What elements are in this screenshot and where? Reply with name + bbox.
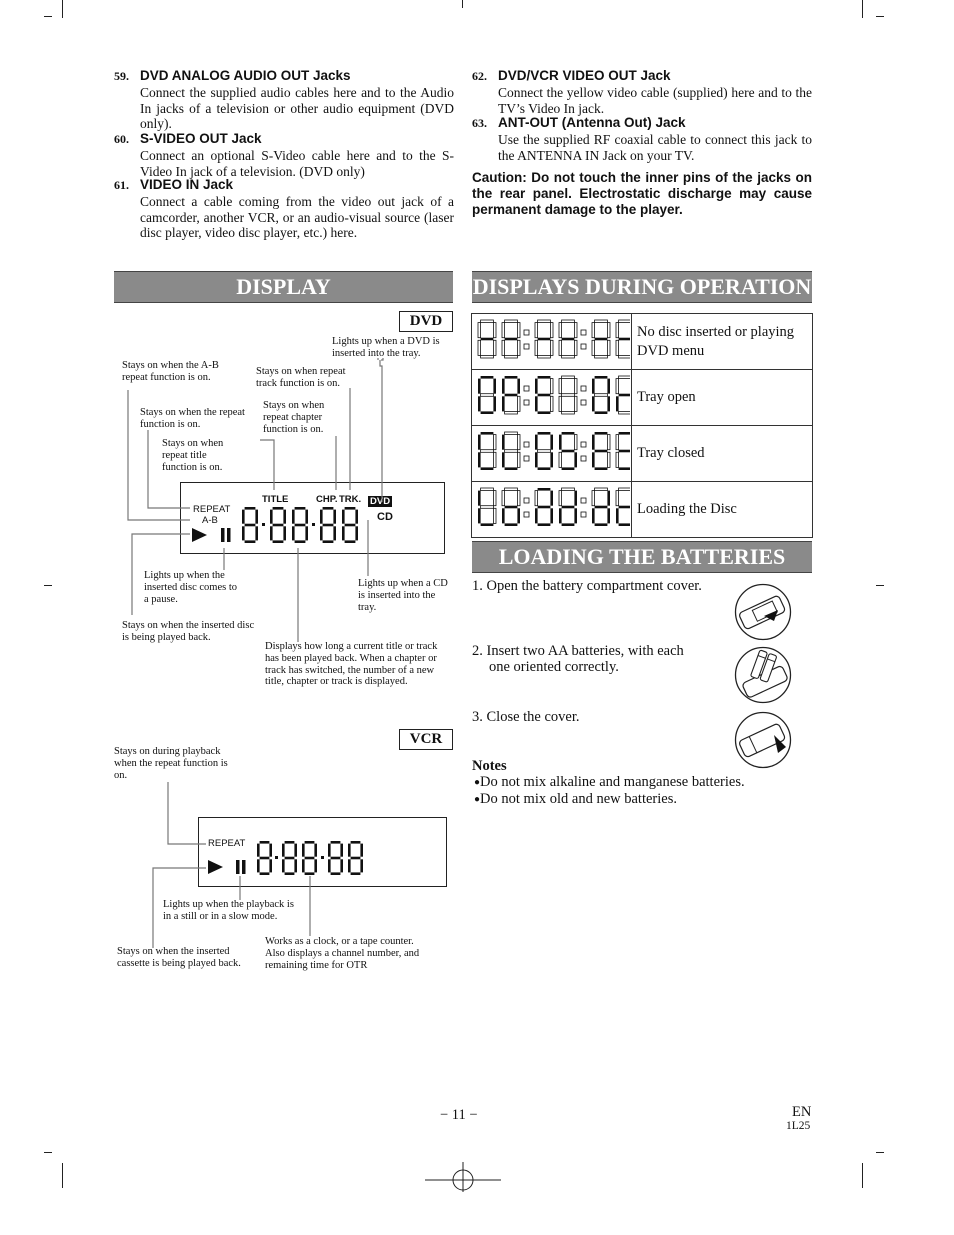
digit-segment xyxy=(538,432,551,435)
digit-segment xyxy=(562,432,575,435)
remote-battery-cover-icon xyxy=(734,583,792,641)
digit-segment xyxy=(505,394,518,397)
digit-segment xyxy=(538,450,551,453)
battery-insert-icon xyxy=(734,646,792,704)
operation-row xyxy=(472,482,813,538)
digit-segment xyxy=(562,523,575,526)
colon-dot xyxy=(581,386,586,391)
digit-segment xyxy=(595,488,608,491)
digit-segment xyxy=(538,411,551,414)
digit-segment xyxy=(478,435,481,450)
item-body: Connect a cable coming from the video out jack of a camcorder, another VCR, or an audio-visual source (laser disc player, video disc player, etc.) here. xyxy=(140,194,454,240)
digit-segment xyxy=(562,376,575,379)
note-vcr-played-back: Stays on when the inserted cassette is being played back. xyxy=(117,946,241,969)
note-repeat-chapter: Stays on when repeat chapter function is on. xyxy=(263,400,325,435)
digit-segment xyxy=(562,488,575,491)
digit-segment xyxy=(535,508,538,523)
digit-segment xyxy=(559,379,562,394)
digit-segment xyxy=(619,450,630,453)
digit-segment xyxy=(481,450,494,453)
digit-segment xyxy=(595,467,608,470)
digit-segment xyxy=(550,396,553,411)
digit-segment xyxy=(481,355,494,358)
digit-segment xyxy=(619,320,630,323)
item-number: 61. xyxy=(114,178,129,192)
digit-segment xyxy=(493,508,496,523)
digit-segment xyxy=(619,355,630,358)
notes-heading: Notes xyxy=(472,758,507,774)
digit-segment xyxy=(505,488,518,491)
display-heading: DISPLAY xyxy=(114,271,453,303)
colon-dot xyxy=(581,400,586,405)
note-vcr-clock: Works as a clock, or a tape counter. Also displays a channel number, and remaining time for OTR xyxy=(265,936,420,971)
lcd-cd-indicator: CD xyxy=(377,511,393,523)
digit-segment xyxy=(478,396,481,411)
digit-segment xyxy=(505,355,518,358)
digit-segment xyxy=(607,435,610,450)
colon-dot xyxy=(524,386,529,391)
battery-step-2: 2. Insert two AA batteries, with each one oriented correctly. xyxy=(472,643,684,675)
digit-segment xyxy=(517,435,520,450)
digit-segment xyxy=(478,340,481,355)
digit-segment xyxy=(595,506,608,509)
item-title: S-VIDEO OUT Jack xyxy=(140,131,262,146)
lcd-pattern-tray-open xyxy=(472,370,630,420)
digit-segment xyxy=(562,467,575,470)
digit-segment xyxy=(574,396,577,411)
digit-segment xyxy=(595,320,608,323)
digit-segment xyxy=(481,432,494,435)
digit-segment xyxy=(559,435,562,450)
colon-dot xyxy=(524,512,529,517)
digit-segment xyxy=(538,523,551,526)
operations-table xyxy=(471,313,813,538)
digit-segment xyxy=(517,508,520,523)
digit-segment xyxy=(493,396,496,411)
digit-segment xyxy=(502,452,505,467)
digit-segment xyxy=(607,323,610,338)
digit-segment xyxy=(538,506,551,509)
colon-dot xyxy=(524,442,529,447)
lcd-trk-indicator: TRK. xyxy=(339,494,362,505)
digit-segment xyxy=(619,394,630,397)
digit-segment xyxy=(505,450,518,453)
operation-label: Tray open xyxy=(632,370,813,426)
digit-segment xyxy=(607,508,610,523)
digit-segment xyxy=(502,508,505,523)
item-body: Connect the yellow video cable (supplied) here and to the TV’s Video In jack. xyxy=(498,85,812,116)
digit-segment xyxy=(562,411,575,414)
battery-step-3: 3. Close the cover. xyxy=(472,709,580,725)
digit-segment xyxy=(616,379,619,394)
digit-segment xyxy=(502,435,505,450)
digit-segment xyxy=(538,376,551,379)
digit-segment xyxy=(493,452,496,467)
colon-dot xyxy=(524,456,529,461)
digit-segment xyxy=(502,396,505,411)
digit-segment xyxy=(619,467,630,470)
item-body: Use the supplied RF coaxial cable to connect this jack to the ANTENNA IN Jack on your TV. xyxy=(498,132,812,163)
item-body: Connect an optional S-Video cable here and to the S-Video In jack of a television. (DVD only) xyxy=(140,148,454,179)
digit-segment xyxy=(616,452,619,467)
digit-segment xyxy=(535,452,538,467)
digit-segment xyxy=(616,340,619,355)
digit-segment xyxy=(595,338,608,341)
item-62 xyxy=(472,67,812,116)
operation-label: Tray closed xyxy=(632,426,813,482)
digit-segment xyxy=(550,491,553,506)
digit-segment xyxy=(505,467,518,470)
digit-segment xyxy=(505,432,518,435)
digit-segment xyxy=(478,491,481,506)
digit-segment xyxy=(535,323,538,338)
colon-dot xyxy=(581,498,586,503)
digit-segment xyxy=(502,323,505,338)
item-number: 63. xyxy=(472,116,487,130)
digit-segment xyxy=(517,452,520,467)
digit-segment xyxy=(481,338,494,341)
digit-segment xyxy=(493,379,496,394)
digit-segment xyxy=(481,376,494,379)
lcd-pattern-tray-closed xyxy=(472,426,630,476)
digit-segment xyxy=(538,355,551,358)
colon-dot xyxy=(524,498,529,503)
digit-segment xyxy=(574,435,577,450)
digit-segment xyxy=(535,435,538,450)
page-number: − 11 − xyxy=(440,1107,478,1123)
digit-segment xyxy=(535,491,538,506)
digit-segment xyxy=(592,379,595,394)
digit-segment xyxy=(562,506,575,509)
digit-segment xyxy=(595,523,608,526)
digit-segment xyxy=(538,338,551,341)
operation-row xyxy=(472,426,813,482)
digit-segment xyxy=(517,379,520,394)
digit-segment xyxy=(574,340,577,355)
digit-segment xyxy=(502,340,505,355)
digit-segment xyxy=(595,450,608,453)
note-ab-repeat: Stays on when the A-B repeat function is on. xyxy=(122,360,219,383)
digit-segment xyxy=(535,379,538,394)
item-number: 62. xyxy=(472,69,487,83)
digit-segment xyxy=(595,376,608,379)
digit-segment xyxy=(559,508,562,523)
digit-segment xyxy=(538,394,551,397)
lcd-chp-indicator: CHP. xyxy=(316,494,338,505)
digit-segment xyxy=(535,340,538,355)
digit-segment xyxy=(592,340,595,355)
digit-segment xyxy=(592,396,595,411)
note-vcr-repeat: Stays on during playback when the repeat function is on. xyxy=(114,746,228,781)
lcd-pattern-loading xyxy=(472,482,630,532)
model-code: 1L25 xyxy=(786,1120,811,1132)
digit-segment xyxy=(595,432,608,435)
battery-step-1: 1. Open the battery compartment cover. xyxy=(472,578,702,594)
note-repeat-title: Stays on when repeat title function is on. xyxy=(162,438,224,473)
digit-segment xyxy=(505,320,518,323)
digit-segment xyxy=(481,488,494,491)
note-repeat-track: Stays on when repeat track function is on. xyxy=(256,366,346,389)
digit-segment xyxy=(493,435,496,450)
digit-segment xyxy=(493,340,496,355)
digit-segment xyxy=(481,411,494,414)
operation-label: No disc inserted or playing DVD menu xyxy=(632,314,813,370)
lcd-pattern-no-disc xyxy=(472,314,630,364)
digit-segment xyxy=(595,394,608,397)
digit-segment xyxy=(559,396,562,411)
digit-segment xyxy=(505,506,518,509)
digit-segment xyxy=(481,467,494,470)
digit-segment xyxy=(559,491,562,506)
digit-segment xyxy=(619,432,630,435)
digit-segment xyxy=(616,508,619,523)
lcd-ab-label: A-B xyxy=(202,515,218,526)
colon-dot xyxy=(524,330,529,335)
digit-segment xyxy=(550,435,553,450)
digit-segment xyxy=(550,508,553,523)
digit-segment xyxy=(592,323,595,338)
vcr-tag: VCR xyxy=(399,729,453,750)
digit-segment xyxy=(619,338,630,341)
item-title: DVD/VCR VIDEO OUT Jack xyxy=(498,68,671,83)
lcd-title-indicator: TITLE xyxy=(262,494,289,505)
note-played-back: Stays on when the inserted disc is being played back. xyxy=(122,620,255,643)
digit-segment xyxy=(574,452,577,467)
digit-segment xyxy=(505,338,518,341)
digit-segment xyxy=(595,411,608,414)
digit-segment xyxy=(607,491,610,506)
digit-segment xyxy=(574,508,577,523)
digit-segment xyxy=(550,323,553,338)
item-number: 59. xyxy=(114,69,129,83)
digit-segment xyxy=(502,379,505,394)
note-lights-dvd: Lights up when a DVD is inserted into the tray. xyxy=(332,336,440,359)
digit-segment xyxy=(616,435,619,450)
digit-segment xyxy=(574,323,577,338)
digit-segment xyxy=(550,340,553,355)
digit-segment xyxy=(619,376,630,379)
digit-segment xyxy=(538,488,551,491)
list-item: ●Do not mix alkaline and manganese batteries. xyxy=(474,774,745,790)
colon-dot xyxy=(581,344,586,349)
digit-segment xyxy=(559,452,562,467)
digit-segment xyxy=(481,320,494,323)
digit-segment xyxy=(481,394,494,397)
language-code: EN xyxy=(792,1104,812,1120)
digit-segment xyxy=(607,396,610,411)
digit-segment xyxy=(619,506,630,509)
digit-segment xyxy=(550,452,553,467)
digit-segment xyxy=(592,508,595,523)
caution-text: Caution: Do not touch the inner pins of the jacks on the rear panel. Electrostatic discharge may cause permanent damage to the player. xyxy=(472,170,812,217)
digit-segment xyxy=(505,376,518,379)
colon-dot xyxy=(581,330,586,335)
item-title: VIDEO IN Jack xyxy=(140,177,234,192)
digit-segment xyxy=(505,411,518,414)
digit-segment xyxy=(535,396,538,411)
registration-mark xyxy=(425,1162,501,1192)
digit-segment xyxy=(538,320,551,323)
digit-segment xyxy=(562,450,575,453)
digit-segment xyxy=(607,340,610,355)
digit-segment xyxy=(607,379,610,394)
digit-segment xyxy=(592,491,595,506)
item-59 xyxy=(114,67,454,132)
digit-segment xyxy=(478,452,481,467)
digit-segment xyxy=(619,411,630,414)
note-repeat-function: Stays on when the repeat function is on. xyxy=(140,407,245,430)
item-number: 60. xyxy=(114,132,129,146)
digit-segment xyxy=(616,491,619,506)
dvd-tag: DVD xyxy=(399,311,453,332)
digit-segment xyxy=(481,506,494,509)
digit-segment xyxy=(562,338,575,341)
colon-dot xyxy=(581,442,586,447)
lcd-repeat-label: REPEAT xyxy=(193,504,231,515)
digit-segment xyxy=(478,379,481,394)
digit-segment xyxy=(562,394,575,397)
digit-segment xyxy=(619,488,630,491)
digit-segment xyxy=(592,435,595,450)
digit-segment xyxy=(574,491,577,506)
vcr-lcd-repeat-indicator: REPEAT xyxy=(208,838,246,849)
note-lights-cd: Lights up when a CD is inserted into the tray. xyxy=(358,578,448,613)
digit-segment xyxy=(574,379,577,394)
digit-segment xyxy=(607,452,610,467)
digit-segment xyxy=(517,340,520,355)
digit-segment xyxy=(616,323,619,338)
item-title: DVD ANALOG AUDIO OUT Jacks xyxy=(140,68,351,83)
note-time: Displays how long a current title or track has been played back. When a chapter or track has switched, the number of a new title, chapter or track is displayed. xyxy=(265,641,438,688)
digit-segment xyxy=(517,491,520,506)
item-body: Connect the supplied audio cables here and to the Audio In jacks of a television or other audio equipment (DVD only). xyxy=(140,85,454,131)
digit-segment xyxy=(517,323,520,338)
digit-segment xyxy=(550,379,553,394)
remote-close-cover-icon xyxy=(734,711,792,769)
colon-dot xyxy=(581,456,586,461)
colon-dot xyxy=(524,400,529,405)
digit-segment xyxy=(502,491,505,506)
digit-segment xyxy=(493,323,496,338)
digit-segment xyxy=(478,508,481,523)
note-vcr-still: Lights up when the playback is in a still or in a slow mode. xyxy=(163,899,294,922)
lcd-dvd-indicator: DVD xyxy=(370,496,391,507)
loading-batteries-heading: LOADING THE BATTERIES xyxy=(472,541,812,573)
digit-segment xyxy=(559,340,562,355)
notes-list xyxy=(474,774,745,808)
colon-dot xyxy=(524,344,529,349)
item-title: ANT-OUT (Antenna Out) Jack xyxy=(498,115,686,130)
digit-segment xyxy=(562,320,575,323)
digit-segment xyxy=(616,396,619,411)
digit-segment xyxy=(481,523,494,526)
digit-segment xyxy=(562,355,575,358)
operation-row xyxy=(472,370,813,426)
digit-segment xyxy=(493,491,496,506)
digit-segment xyxy=(592,452,595,467)
item-61 xyxy=(114,176,454,241)
operation-row xyxy=(472,314,813,370)
digit-segment xyxy=(559,323,562,338)
colon-dot xyxy=(581,512,586,517)
list-item: ●Do not mix old and new batteries. xyxy=(474,791,677,807)
item-60 xyxy=(114,130,454,179)
displays-during-operation-heading: DISPLAYS DURING OPERATION xyxy=(472,271,812,303)
digit-segment xyxy=(619,523,630,526)
operation-label: Loading the Disc xyxy=(632,482,813,538)
digit-segment xyxy=(538,467,551,470)
digit-segment xyxy=(478,323,481,338)
digit-segment xyxy=(595,355,608,358)
note-text: Do not mix alkaline and manganese batteries. xyxy=(480,774,745,790)
note-pause: Lights up when the inserted disc comes to a pause. xyxy=(144,570,238,605)
note-text: Do not mix old and new batteries. xyxy=(480,791,677,807)
digit-segment xyxy=(517,396,520,411)
digit-segment xyxy=(505,523,518,526)
item-63 xyxy=(472,114,812,163)
